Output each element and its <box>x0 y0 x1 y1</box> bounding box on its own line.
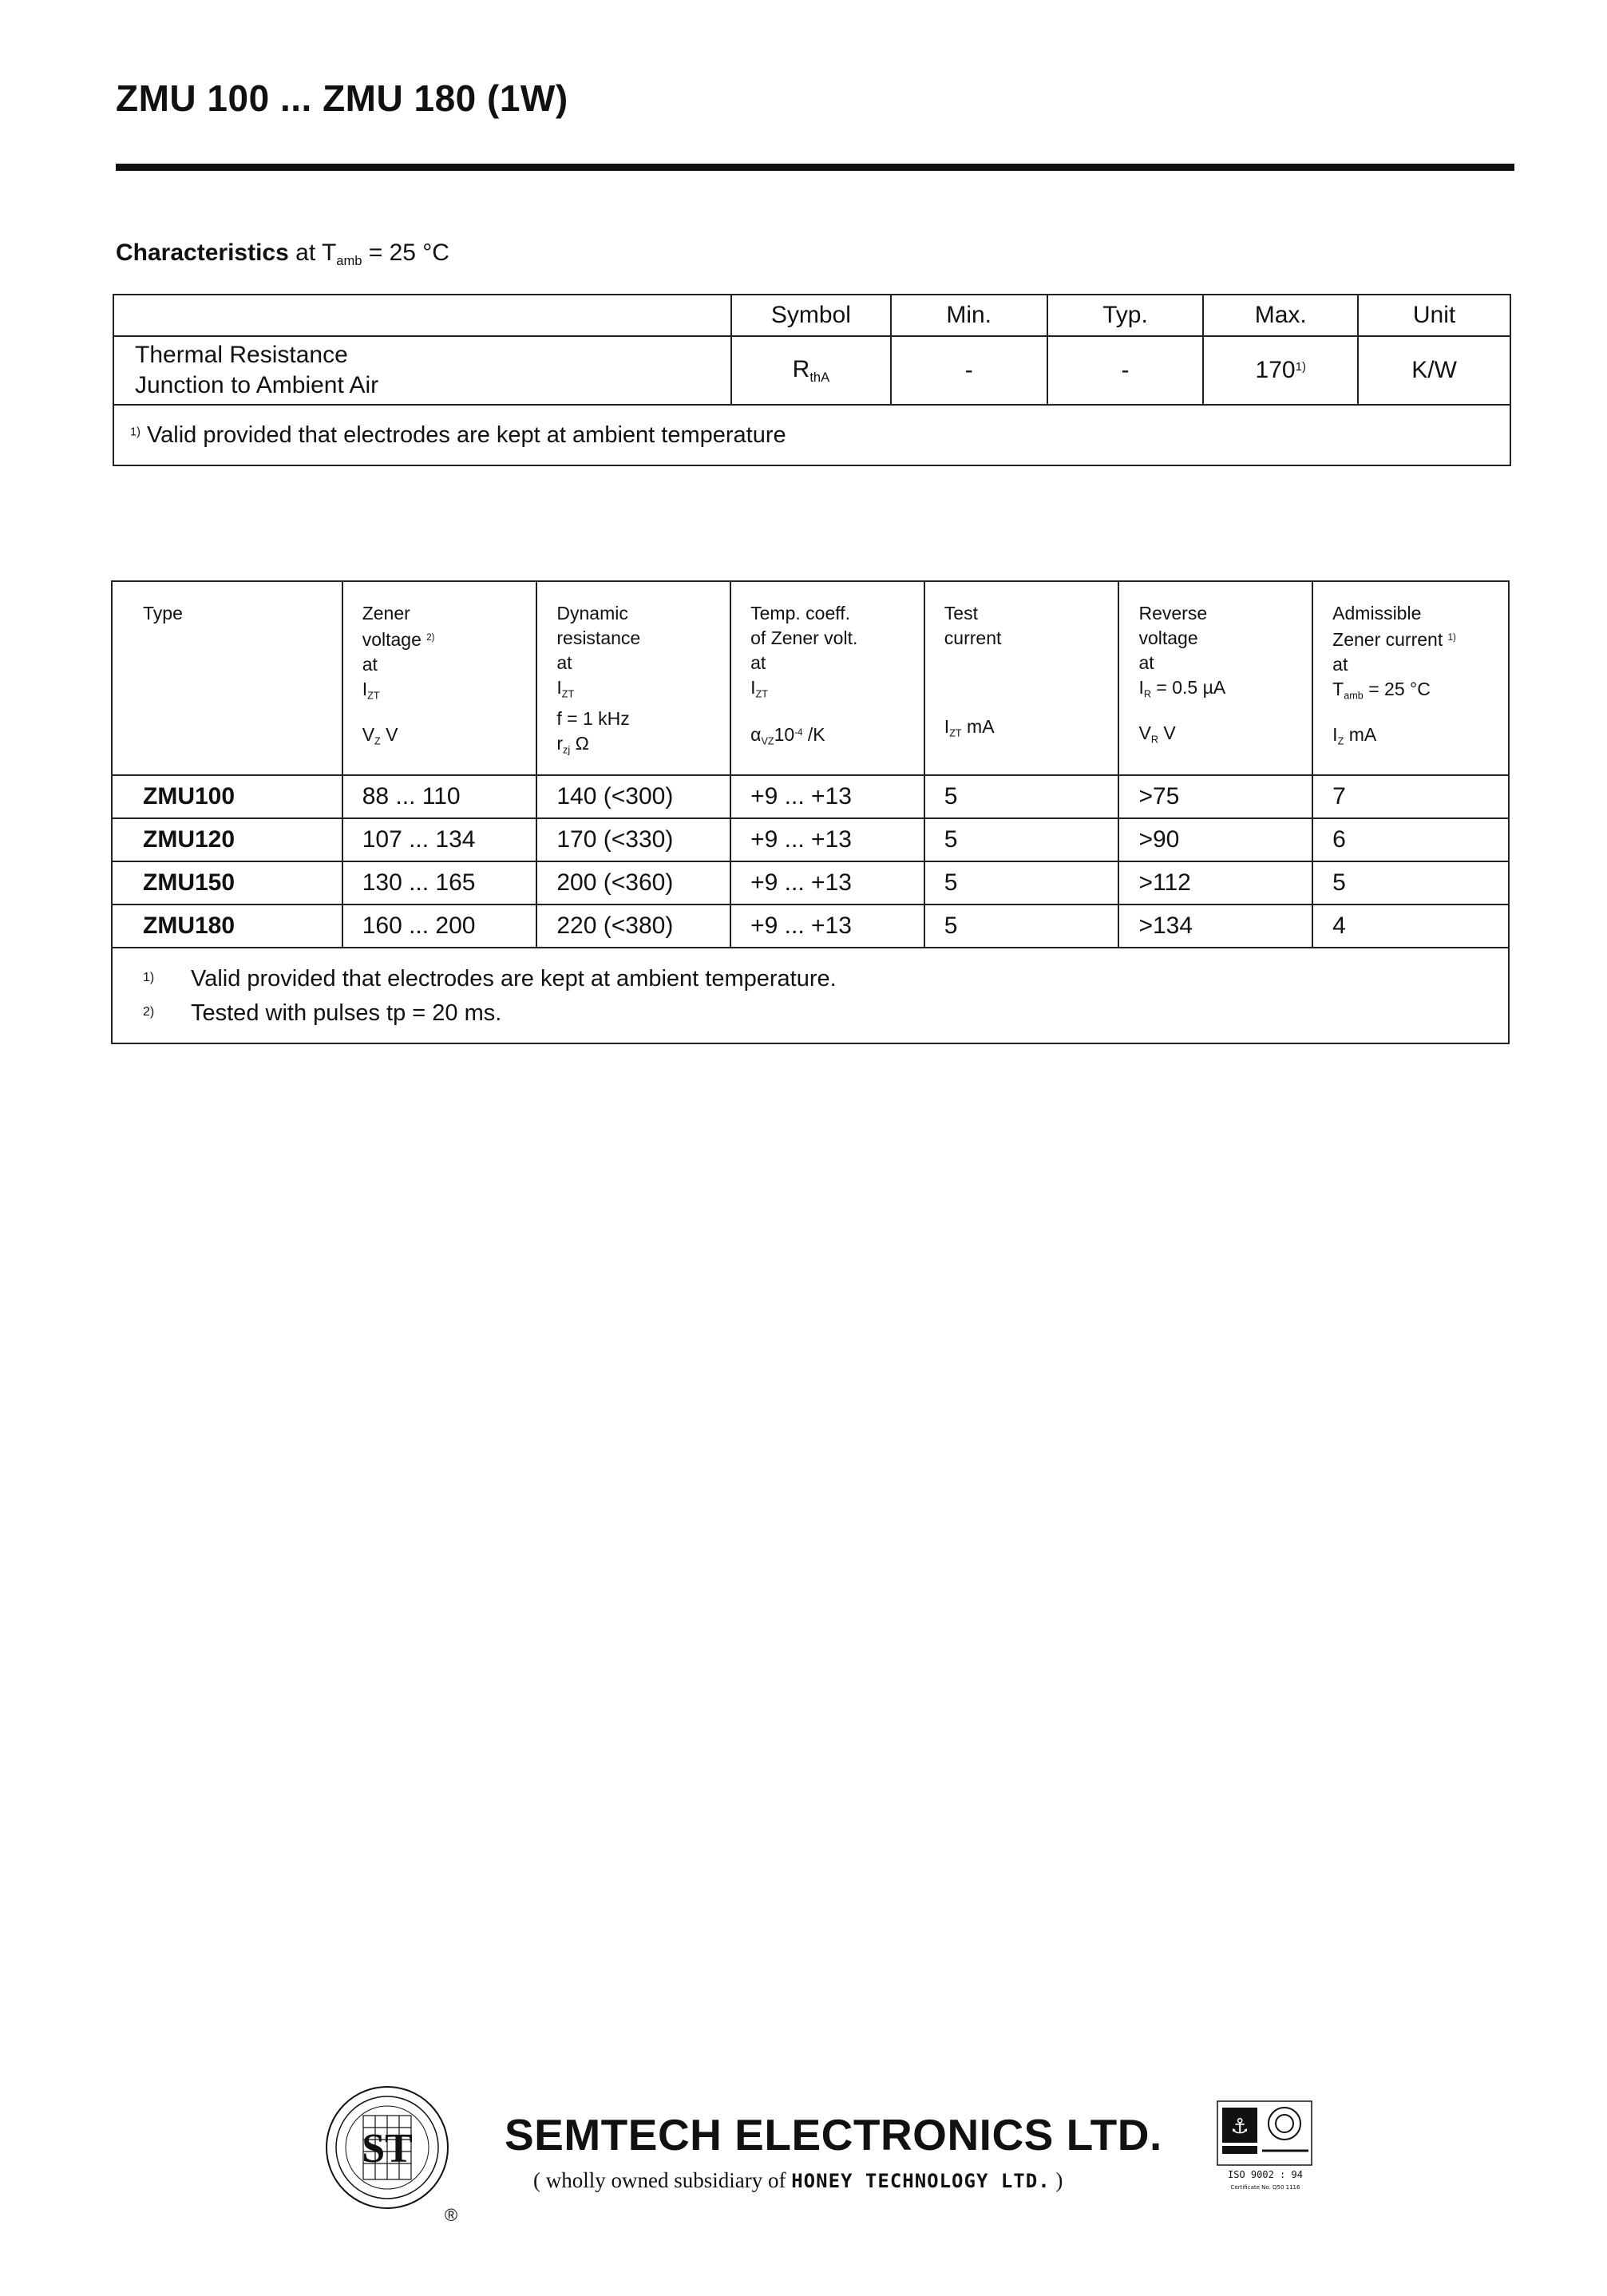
header-test-l1: Test <box>944 603 978 623</box>
iso-cert-icon <box>1209 2098 1321 2194</box>
table-row <box>112 861 1509 905</box>
header-test-unit <box>944 715 1099 746</box>
characteristics-sub: amb <box>336 253 362 268</box>
thermal-param <box>113 336 731 405</box>
header-adm-current: Zener current <box>1332 628 1443 650</box>
row-reverse: >134 <box>1118 905 1312 948</box>
logo-letters: ST <box>362 2126 413 2171</box>
header-temp-l4 <box>750 675 904 707</box>
header-temp-i: I <box>750 677 756 698</box>
header-adm-l1: Admissible <box>1332 603 1422 623</box>
semtech-logo <box>323 2084 467 2231</box>
header-test-i: I <box>944 716 950 737</box>
thermal-param-line2: Junction to Ambient Air <box>135 372 379 398</box>
header-zener-vsub: Z <box>374 735 381 747</box>
footnote-2-text: Tested with pulses tp = 20 ms. <box>191 1000 502 1026</box>
header-test-zt: ZT <box>949 727 962 739</box>
row-dynamic: 170 (<330) <box>536 818 730 861</box>
characteristics-heading <box>116 239 449 269</box>
header-temp-l2: of Zener volt. <box>750 627 858 648</box>
row-reverse: >90 <box>1118 818 1312 861</box>
header-reverse <box>1118 581 1312 775</box>
footnote-2-mark: 2) <box>143 1004 155 1019</box>
header-zener-l1: Zener <box>362 603 410 623</box>
footnote-2 <box>143 996 1489 1030</box>
header-temp-unit <box>750 721 904 754</box>
header-temp-l1: Temp. coeff. <box>750 603 851 623</box>
page-title: ZMU 100 ... ZMU 180 (1W) <box>116 77 568 119</box>
thermal-footnote-mark: 1) <box>130 425 141 438</box>
thermal-footnote-text: Valid provided that electrodes are kept at ambient temperature <box>146 422 786 448</box>
header-temp-ten: 10 <box>774 724 795 746</box>
parent-company: HONEY TECHNOLOGY LTD. <box>791 2170 1051 2192</box>
subsidiary-suffix: ) <box>1050 2168 1063 2192</box>
title-rule <box>116 164 1514 171</box>
thermal-symbol-main: R <box>792 355 810 382</box>
row-test: 5 <box>924 905 1119 948</box>
header-adm-l3: at <box>1332 653 1348 675</box>
header-admissible <box>1312 581 1509 775</box>
header-adm-unit <box>1332 722 1489 754</box>
header-zener-zt: ZT <box>367 690 380 702</box>
header-reverse-l2: voltage <box>1138 627 1198 648</box>
header-adm-ma: mA <box>1348 724 1377 746</box>
header-reverse-vunit: V <box>1163 722 1176 744</box>
thermal-header-typ: Typ. <box>1047 295 1204 336</box>
thermal-max-value: 170 <box>1255 357 1296 383</box>
row-zener: 130 ... 165 <box>342 861 537 905</box>
zener-footnote-row <box>112 948 1509 1043</box>
row-temp: +9 ... +13 <box>730 861 924 905</box>
header-zener-i: I <box>362 678 368 699</box>
row-admissible: 5 <box>1312 861 1509 905</box>
header-zener-l3: at <box>362 653 378 675</box>
thermal-min: - <box>891 336 1047 405</box>
table-row <box>112 905 1509 948</box>
row-type: ZMU120 <box>112 818 342 861</box>
characteristics-temp: = 25 °C <box>362 239 449 266</box>
header-temp <box>730 581 924 775</box>
header-reverse-r: R <box>1143 688 1151 700</box>
row-admissible: 6 <box>1312 818 1509 861</box>
header-zener-unit <box>362 722 517 754</box>
header-adm-l2 <box>1332 626 1489 652</box>
header-reverse-l4 <box>1138 675 1292 707</box>
header-zener-v: V <box>362 724 375 746</box>
row-dynamic: 200 (<360) <box>536 861 730 905</box>
svg-text:⚓: ⚓ <box>1230 2115 1249 2139</box>
header-reverse-cond: = 0.5 µA <box>1156 677 1226 698</box>
row-admissible: 7 <box>1312 775 1509 818</box>
thermal-header-unit: Unit <box>1358 295 1510 336</box>
header-temp-l3: at <box>750 652 766 673</box>
row-zener: 160 ... 200 <box>342 905 537 948</box>
row-temp: +9 ... +13 <box>730 818 924 861</box>
zener-header-row <box>112 581 1509 775</box>
header-zener-l2 <box>362 626 517 652</box>
header-test-l2: current <box>944 627 1002 648</box>
header-temp-zt: ZT <box>755 688 768 700</box>
thermal-symbol-sub: thA <box>809 370 830 385</box>
header-dynamic-ohm: Ω <box>575 733 589 754</box>
header-dynamic-l1: Dynamic <box>556 603 628 623</box>
header-reverse-l3: at <box>1138 652 1154 673</box>
row-zener: 107 ... 134 <box>342 818 537 861</box>
header-reverse-vr: R <box>1150 734 1158 746</box>
header-test-ma: mA <box>967 716 995 737</box>
row-type: ZMU100 <box>112 775 342 818</box>
row-reverse: >75 <box>1118 775 1312 818</box>
row-reverse: >112 <box>1118 861 1312 905</box>
thermal-header-max: Max. <box>1203 295 1358 336</box>
header-dynamic-l4 <box>556 675 710 707</box>
header-adm-fn: 1) <box>1447 633 1456 643</box>
footnote-1-text: Valid provided that electrodes are kept at ambient temperature. <box>191 965 837 992</box>
thermal-header-symbol: Symbol <box>731 295 891 336</box>
header-temp-exp: -4 <box>794 728 803 738</box>
row-temp: +9 ... +13 <box>730 905 924 948</box>
thermal-typ: - <box>1047 336 1204 405</box>
header-reverse-i: I <box>1138 677 1144 698</box>
subsidiary-prefix: ( wholly owned subsidiary of <box>533 2168 792 2192</box>
header-zener-vunit: V <box>386 724 398 746</box>
header-zener-fn: 2) <box>426 633 435 643</box>
header-zener-l4 <box>362 677 517 708</box>
thermal-footnote-row <box>113 405 1510 465</box>
cert-iso-text: ISO 9002 : 94 <box>1228 2169 1303 2180</box>
characteristics-label: Characteristics <box>116 239 289 266</box>
row-type: ZMU150 <box>112 861 342 905</box>
header-dynamic-unit <box>556 731 710 762</box>
company-name: SEMTECH ELECTRONICS LTD. <box>505 2110 1162 2159</box>
header-zener-voltage: voltage <box>362 628 422 650</box>
thermal-symbol <box>731 336 891 405</box>
thermal-max-footnote: 1) <box>1295 360 1306 374</box>
row-admissible: 4 <box>1312 905 1509 948</box>
thermal-header-param <box>113 295 731 336</box>
row-test: 5 <box>924 818 1119 861</box>
header-adm-t: T <box>1332 678 1344 699</box>
header-type: Type <box>112 581 342 775</box>
footnote-1 <box>143 961 1489 996</box>
header-reverse-l1: Reverse <box>1138 603 1208 623</box>
thermal-header-min: Min. <box>891 295 1047 336</box>
iso-certification <box>1209 2098 1321 2198</box>
thermal-param-line1: Thermal Resistance <box>135 342 348 368</box>
header-dynamic <box>536 581 730 775</box>
semtech-logo-icon <box>323 2084 467 2227</box>
company-subsidiary <box>533 2168 1063 2193</box>
header-dynamic-r: r <box>556 733 564 754</box>
zener-table <box>111 580 1510 1044</box>
thermal-row <box>113 336 1510 405</box>
thermal-header-row <box>113 295 1510 336</box>
header-adm-temp: = 25 °C <box>1368 678 1431 699</box>
cert-number: Certificate No. Q50 1116 <box>1230 2184 1300 2191</box>
header-adm-amb: amb <box>1344 690 1364 702</box>
row-temp: +9 ... +13 <box>730 775 924 818</box>
row-type: ZMU180 <box>112 905 342 948</box>
zener-footnotes <box>112 948 1509 1043</box>
header-adm-i: I <box>1332 724 1338 746</box>
header-reverse-unit <box>1138 721 1292 752</box>
header-reverse-v: V <box>1138 722 1151 744</box>
row-dynamic: 140 (<300) <box>536 775 730 818</box>
header-dynamic-rsub: zj <box>563 744 571 756</box>
row-zener: 88 ... 110 <box>342 775 537 818</box>
header-temp-alpha: α <box>750 724 762 746</box>
header-dynamic-i: I <box>556 677 562 698</box>
footnote-1-mark: 1) <box>143 970 155 984</box>
header-temp-vz: VZ <box>761 735 774 747</box>
row-test: 5 <box>924 861 1119 905</box>
thermal-table <box>113 294 1511 466</box>
thermal-footnote <box>113 405 1510 465</box>
header-dynamic-l2: resistance <box>556 627 641 648</box>
header-dynamic-zt: ZT <box>561 688 575 700</box>
table-row <box>112 775 1509 818</box>
header-dynamic-l3: at <box>556 652 572 673</box>
registered-mark: ® <box>444 2205 458 2225</box>
table-row <box>112 818 1509 861</box>
header-test <box>924 581 1119 775</box>
header-zener <box>342 581 537 775</box>
thermal-unit: K/W <box>1358 336 1510 405</box>
header-adm-l4 <box>1332 677 1489 708</box>
header-adm-z: Z <box>1337 735 1344 747</box>
header-temp-k: /K <box>807 724 825 746</box>
header-dynamic-freq: f = 1 kHz <box>556 708 630 730</box>
row-test: 5 <box>924 775 1119 818</box>
row-dynamic: 220 (<380) <box>536 905 730 948</box>
thermal-max <box>1203 336 1358 405</box>
characteristics-at: at T <box>288 239 337 266</box>
